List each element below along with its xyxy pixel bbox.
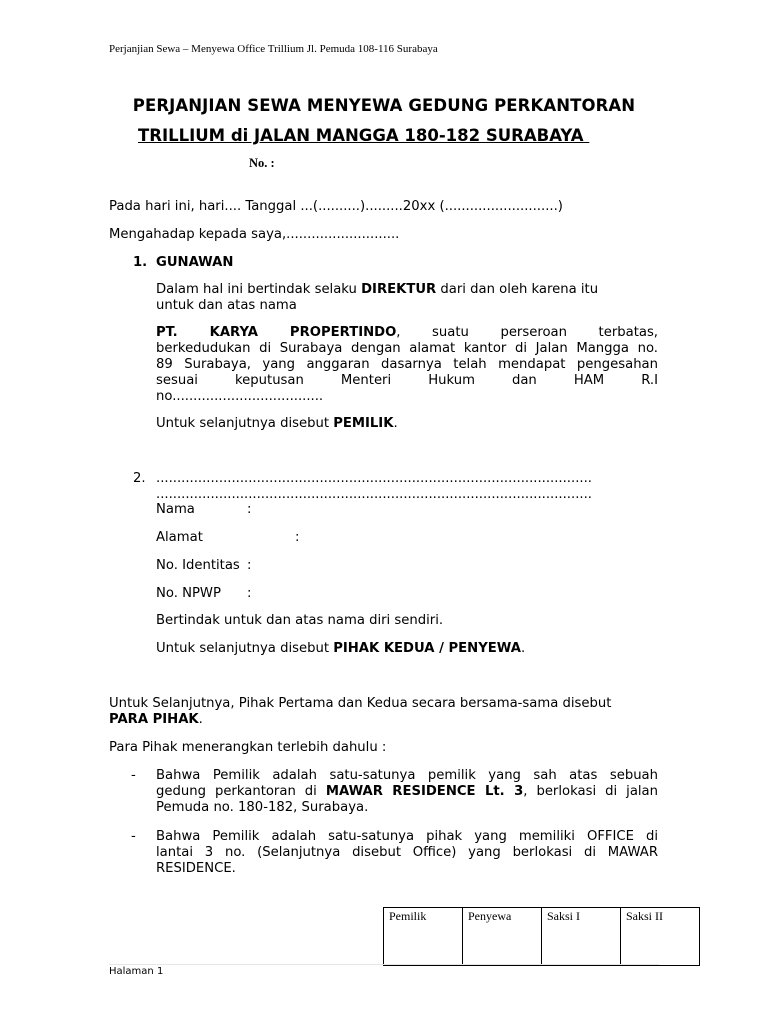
party1-company-paragraph xyxy=(156,325,658,405)
signature-cell-saksi-1: Saksi I xyxy=(542,908,621,966)
recital-2-dash: - xyxy=(131,829,136,844)
field-no-npwp: No. NPWP : xyxy=(156,586,252,601)
party2-acting: Bertindak untuk dan atas nama diri sendiri. xyxy=(156,613,444,628)
running-header: Perjanjian Sewa – Menyewa Office Trillium Jl. Pemuda 108-116 Surabaya xyxy=(109,43,438,55)
signature-cell-penyewa: Penyewa xyxy=(463,908,542,966)
recital-2-line1: Bahwa Pemilik adalah satu-satunya pihak yang memiliki OFFICE di xyxy=(156,829,658,844)
document-title-line1: PERJANJIAN SEWA MENYEWA GEDUNG PERKANTORAN xyxy=(132,96,636,115)
recital-2-line2: lantai 3 no. (Selanjutnya disebut Office) yang berlokasi di MAWAR xyxy=(156,845,658,860)
party1-capacity-line2: untuk dan atas nama xyxy=(156,298,297,313)
recital-1-dash: - xyxy=(131,768,136,783)
company-line2: berkedudukan di Surabaya dengan alamat kantor di Jalan Mangga no. xyxy=(156,341,658,356)
signature-table xyxy=(383,907,700,966)
party1-name: GUNAWAN xyxy=(156,255,234,270)
footer-divider xyxy=(109,964,659,965)
recital-2 xyxy=(156,829,658,877)
document-title-line2: TRILLIUM di JALAN MANGGA 180-182 SURABAYA xyxy=(138,126,590,145)
date-line: Pada hari ini, hari.... Tanggal ...(..........).........20xx (...........................) xyxy=(109,199,563,214)
recital-1-line1: Bahwa Pemilik adalah satu-satunya pemilik yang sah atas sebuah xyxy=(156,768,658,783)
recital-1-line2: gedung perkantoran di MAWAR RESIDENCE Lt. 3, berlokasi di jalan xyxy=(156,784,658,799)
party2-dots-line2: ........................................................................................................ xyxy=(156,487,592,502)
field-nama: Nama : xyxy=(156,502,252,517)
para-pihak-statement: Para Pihak menerangkan terlebih dahulu : xyxy=(109,740,387,755)
footer-page-number: Halaman 1 xyxy=(109,966,164,977)
para-pihak-line2: PARA PIHAK. xyxy=(109,712,203,727)
recital-1 xyxy=(156,768,658,816)
company-line4: sesuai keputusan Menteri Hukum dan HAM R.I xyxy=(156,373,658,388)
party2-number: 2. xyxy=(133,471,146,486)
party2-designation: Untuk selanjutnya disebut PIHAK KEDUA / PENYEWA. xyxy=(156,641,526,656)
recital-2-line3: RESIDENCE. xyxy=(156,861,236,876)
field-alamat: Alamat : xyxy=(156,530,300,545)
field-no-identitas: No. Identitas : xyxy=(156,558,252,573)
para-pihak-line1: Untuk Selanjutnya, Pihak Pertama dan Kedua secara bersama-sama disebut xyxy=(109,696,612,711)
party1-designation: Untuk selanjutnya disebut PEMILIK. xyxy=(156,416,398,431)
company-line5: no.................................... xyxy=(156,389,324,404)
signature-cell-saksi-2: Saksi II xyxy=(621,908,700,966)
recital-1-line3: Pemuda no. 180-182, Surabaya. xyxy=(156,800,369,815)
signature-cell-pemilik: Pemilik xyxy=(384,908,463,966)
company-line3: 89 Surabaya, yang anggaran dasarnya telah mendapat pengesahan xyxy=(156,357,658,372)
party1-number: 1. xyxy=(133,255,148,270)
company-line1: PT. KARYA PROPERTINDO, suatu perseroan terbatas, xyxy=(156,325,659,340)
appear-line: Mengahadap kepada saya,........................... xyxy=(109,227,400,242)
document-number-label: No. : xyxy=(249,156,275,170)
party1-capacity: Dalam hal ini bertindak selaku DIREKTUR dari dan oleh karena itu xyxy=(156,282,599,297)
party2-dots-line1: ........................................................................................................ xyxy=(156,471,592,486)
